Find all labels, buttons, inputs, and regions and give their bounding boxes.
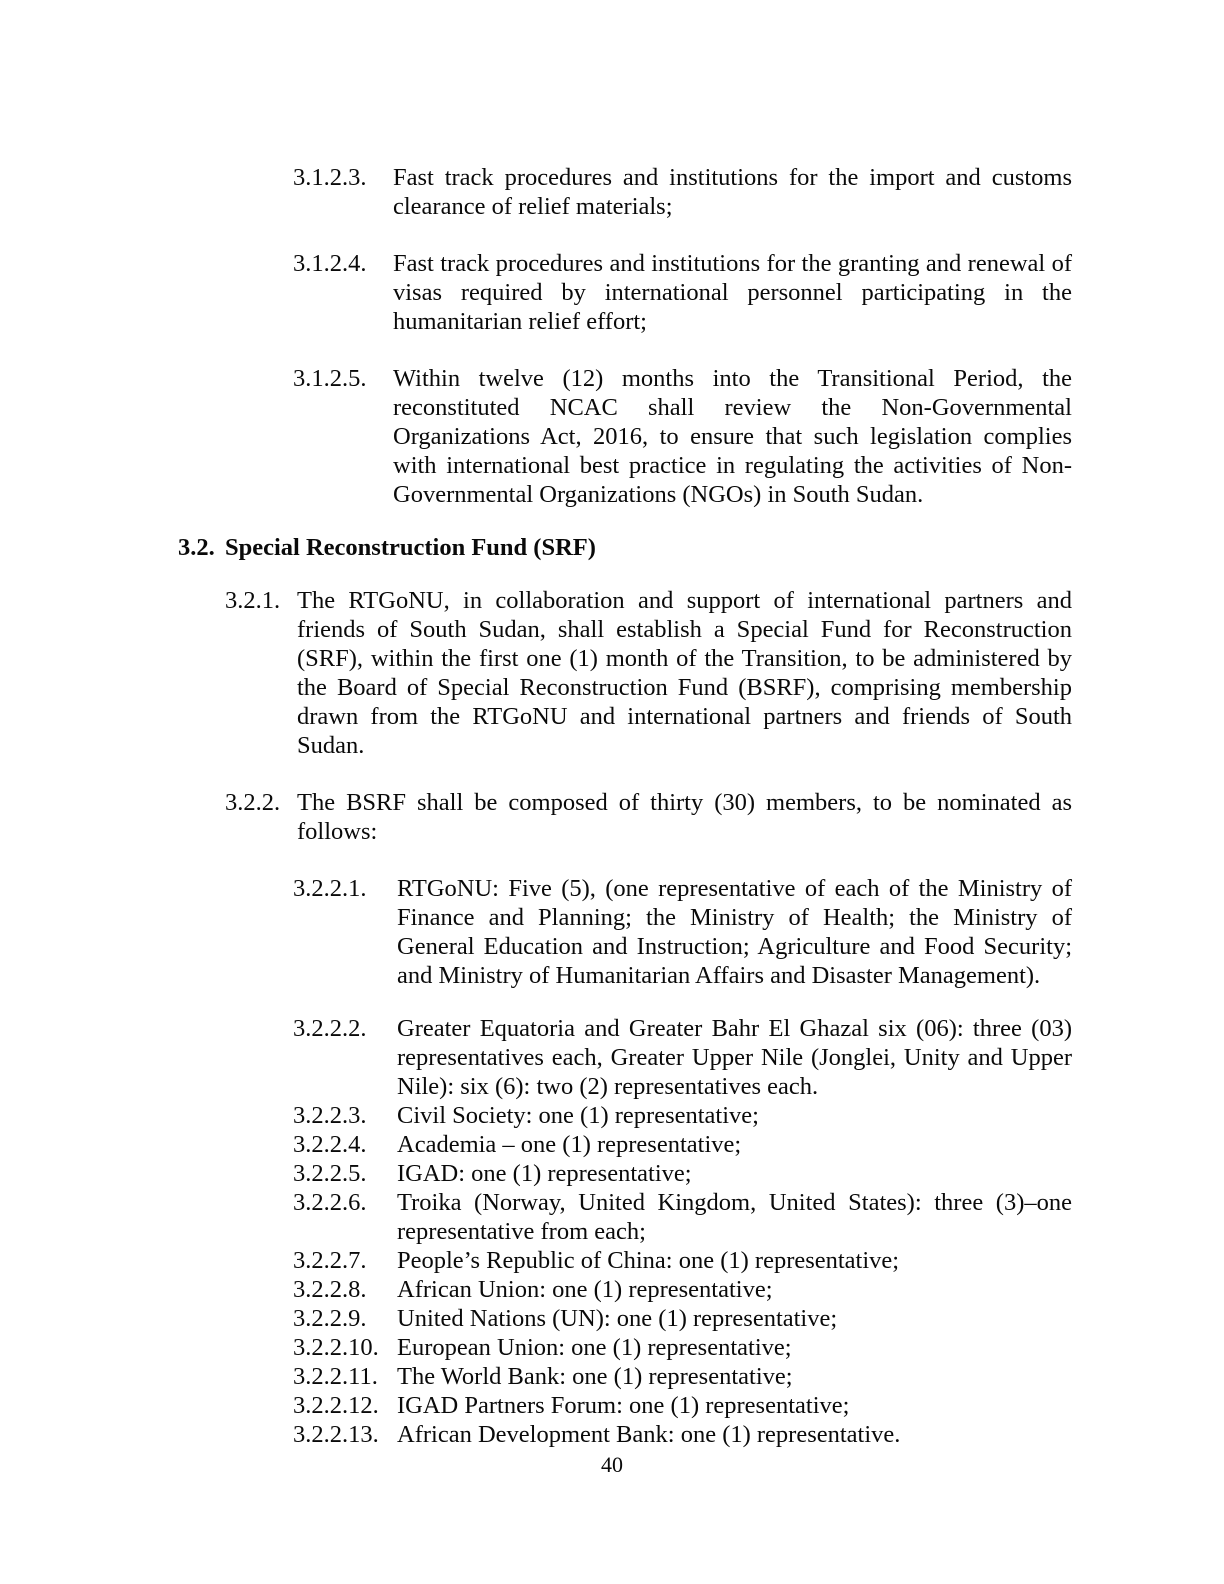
clause-number: 3.1.2.4. [293,250,367,277]
clause-3-2-2-8 [293,1275,1072,1304]
clause-number: 3.2.2.13. [293,1421,379,1448]
clause-3-2-2-2 [293,1014,1072,1101]
clause-number: 3.2.2.12. [293,1392,379,1419]
spacer [0,509,1224,533]
clause-text: The World Bank: one (1) representative; [397,1363,793,1390]
section-title: Special Reconstruction Fund (SRF) [225,534,596,561]
spacer [0,846,1224,874]
clause-text: IGAD: one (1) representative; [397,1160,692,1187]
clause-3-2-2-4 [293,1130,1072,1159]
clause-3-2-2-12 [293,1391,1072,1420]
section-heading-3-2 [178,533,1072,562]
clause-3-2-2-3 [293,1101,1072,1130]
clause-text: African Union: one (1) representative; [397,1276,773,1303]
clause-3-2-2 [225,788,1072,846]
clause-3-1-2-3 [293,163,1072,221]
clause-text: Academia – one (1) representative; [397,1131,742,1158]
clause-number: 3.2.2.9. [293,1305,367,1332]
clause-text: IGAD Partners Forum: one (1) representative; [397,1392,850,1419]
clause-number: 3.2.2. [225,789,281,816]
clause-number: 3.2.2.10. [293,1334,379,1361]
clause-number: 3.2.2.2. [293,1015,367,1042]
clause-3-1-2-4 [293,249,1072,336]
clause-text: Fast track procedures and institutions for the granting and renewal of visas required by international personnel participating in the humanitarian relief effort; [393,250,1072,335]
spacer [0,990,1224,1014]
clause-text: Within twelve (12) months into the Transitional Period, the reconstituted NCAC shall review the Non-Governmental Organizations Act, 2016, to ensure that such legislation complies with international best practice in regulating the activities of Non-Governmental Organizations (NGOs) in South Sudan. [393,365,1072,508]
clause-text: Greater Equatoria and Greater Bahr El Ghazal six (06): three (03) representatives each, Greater Upper Nile (Jonglei, Unity and Upper Nile): six (6): two (2) representatives each. [397,1015,1072,1100]
clause-number: 3.2.2.4. [293,1131,367,1158]
clause-text: African Development Bank: one (1) representative. [397,1421,901,1448]
clause-text: The BSRF shall be composed of thirty (30) members, to be nominated as follows: [297,789,1072,845]
clause-number: 3.1.2.5. [293,365,367,392]
clause-number: 3.2.2.8. [293,1276,367,1303]
clause-text: Troika (Norway, United Kingdom, United States): three (3)–one representative from each; [397,1189,1072,1245]
clause-text: RTGoNU: Five (5), (one representative of each of the Ministry of Finance and Planning; the Ministry of Health; the Ministry of General Education and Instruction; Agriculture and Food Security; and Ministry of Humanitarian Affairs and Disaster Management). [397,875,1072,989]
clause-text: European Union: one (1) representative; [397,1334,792,1361]
clause-number: 3.1.2.3. [293,164,367,191]
clause-text: The RTGoNU, in collaboration and support of international partners and friends of South Sudan, shall establish a Special Fund for Reconstruction (SRF), within the first one (1) month of the Transition, to be administered by the Board of Special Reconstruction Fund (BSRF), comprising membership drawn from the RTGoNU and international partners and friends of South Sudan. [297,587,1072,759]
clause-3-2-2-5 [293,1159,1072,1188]
clause-3-2-2-7 [293,1246,1072,1275]
clause-number: 3.2.2.1. [293,875,367,902]
clause-text: United Nations (UN): one (1) representative; [397,1305,838,1332]
clause-3-2-2-10 [293,1333,1072,1362]
clause-3-2-2-6 [293,1188,1072,1246]
clause-number: 3.2.2.11. [293,1363,378,1390]
clause-text: People’s Republic of China: one (1) representative; [397,1247,900,1274]
clause-3-2-2-9 [293,1304,1072,1333]
clause-3-1-2-5 [293,364,1072,509]
section-number: 3.2. [178,534,215,561]
clause-3-2-2-13 [293,1420,1072,1449]
clause-3-2-1 [225,586,1072,760]
spacer [0,221,1224,249]
page-number: 40 [601,1452,623,1477]
clause-number: 3.2.2.5. [293,1160,367,1187]
spacer [0,760,1224,788]
clause-3-2-2-11 [293,1362,1072,1391]
clause-number: 3.2.2.7. [293,1247,367,1274]
spacer [0,336,1224,364]
clause-text: Fast track procedures and institutions for the import and customs clearance of relief materials; [393,164,1072,220]
clause-3-2-2-1 [293,874,1072,990]
spacer [0,562,1224,586]
clause-number: 3.2.2.3. [293,1102,367,1129]
clause-text: Civil Society: one (1) representative; [397,1102,759,1129]
clause-number: 3.2.2.6. [293,1189,367,1216]
document-body [0,163,1224,1449]
clause-number: 3.2.1. [225,587,281,614]
